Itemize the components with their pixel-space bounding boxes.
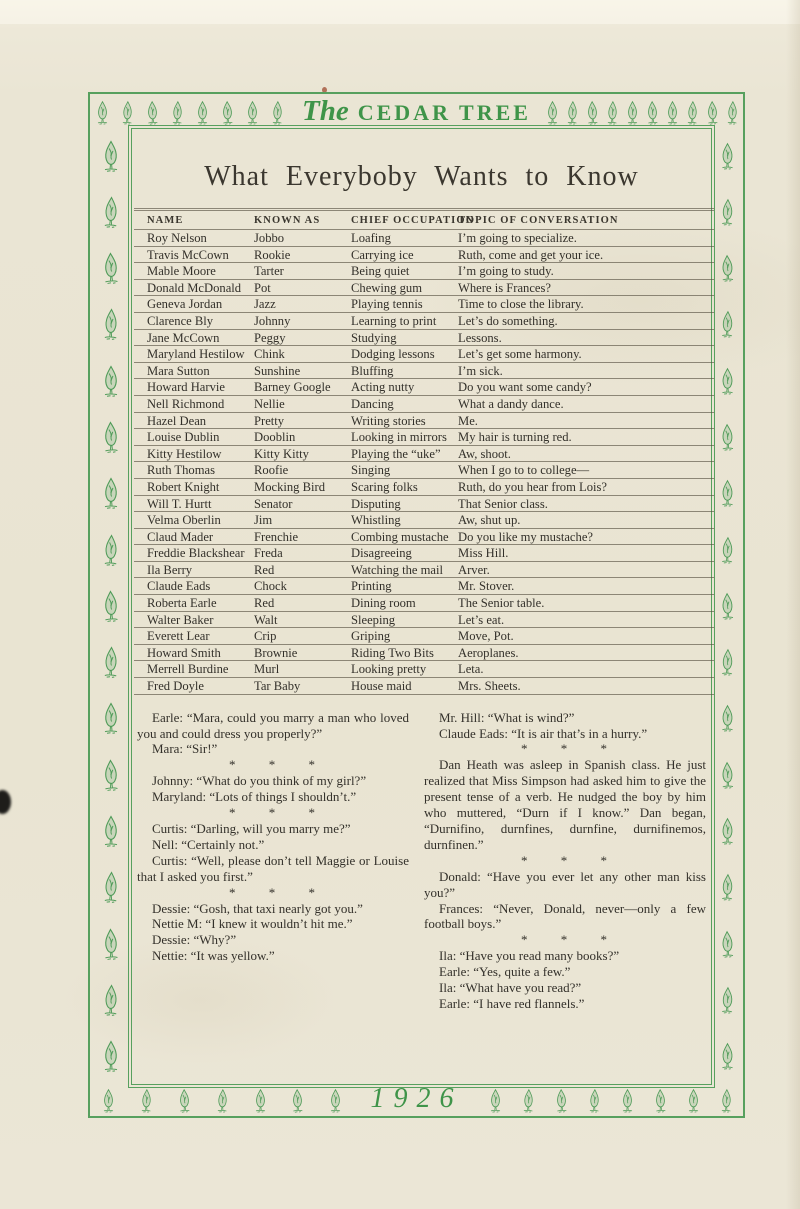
- table-cell: Geneva Jordan: [134, 296, 254, 313]
- table-cell: Let’s eat.: [458, 611, 714, 628]
- cedar-tree-icon: [101, 534, 121, 567]
- cedar-tree-icon: [101, 421, 121, 454]
- joke-paragraph: Mara: “Sir!”: [152, 741, 218, 757]
- table-cell: Merrell Burdine: [134, 661, 254, 678]
- cedar-tree-icon: [719, 930, 736, 959]
- table-row: [134, 429, 714, 446]
- table-cell: Dining room: [351, 595, 458, 612]
- cedar-tree-icon: [705, 100, 720, 126]
- table-row: [134, 395, 714, 412]
- cedar-tree-icon: [625, 100, 640, 126]
- table-row: [134, 678, 714, 695]
- cedar-tree-icon: [719, 873, 736, 902]
- footer-year: 1926: [370, 1082, 463, 1114]
- table-cell: When I go to to college—: [458, 462, 714, 479]
- table-row: [134, 528, 714, 545]
- cedar-tree-icon: [328, 1088, 343, 1114]
- cedar-tree-icon: [719, 310, 736, 339]
- table-cell: That Senior class.: [458, 495, 714, 512]
- table-cell: Frenchie: [254, 528, 351, 545]
- table-row: [134, 412, 714, 429]
- cedar-tree-icon: [101, 365, 121, 398]
- cedar-tree-icon: [101, 196, 121, 229]
- cedar-tree-icon: [488, 1088, 503, 1114]
- table-cell: Time to close the library.: [458, 296, 714, 313]
- table-cell: Ruth, do you hear from Lois?: [458, 478, 714, 495]
- column-header: TOPIC OF CONVERSATION: [458, 211, 714, 230]
- table-row: [134, 279, 714, 296]
- table-cell: Travis McCown: [134, 246, 254, 263]
- table-cell: Mocking Bird: [254, 478, 351, 495]
- table-cell: Roberta Earle: [134, 595, 254, 612]
- table-cell: Ruth Thomas: [134, 462, 254, 479]
- table-cell: Mable Moore: [134, 263, 254, 280]
- cedar-tree-icon: [101, 984, 121, 1017]
- asterisk-separator: * * *: [229, 884, 317, 900]
- cedar-tree-icon: [686, 1088, 701, 1114]
- table-cell: Looking pretty: [351, 661, 458, 678]
- table-cell: Clarence Bly: [134, 312, 254, 329]
- table-cell: Dancing: [351, 395, 458, 412]
- table-row: [134, 644, 714, 661]
- cedar-tree-icon: [565, 100, 580, 126]
- cedar-tree-icon: [685, 100, 700, 126]
- cedar-tree-icon: [145, 100, 160, 126]
- cedar-tree-icon: [215, 1088, 230, 1114]
- table-cell: Robert Knight: [134, 478, 254, 495]
- joke-paragraph: Nettie: “It was yellow.”: [152, 948, 275, 964]
- table-row: [134, 595, 714, 612]
- table-cell: Claude Eads: [134, 578, 254, 595]
- cedar-tree-icon: [719, 367, 736, 396]
- table-cell: Leta.: [458, 661, 714, 678]
- cedar-tree-icon: [101, 815, 121, 848]
- table-cell: Tar Baby: [254, 678, 351, 695]
- table-cell: Red: [254, 561, 351, 578]
- table-cell: Johnny: [254, 312, 351, 329]
- cedar-tree-icon: [719, 986, 736, 1015]
- table-cell: Do you like my mustache?: [458, 528, 714, 545]
- cedar-tree-icon: [719, 592, 736, 621]
- table-row: [134, 561, 714, 578]
- joke-paragraph: Dessie: “Gosh, that taxi nearly got you.”: [152, 900, 363, 916]
- table-cell: Watching the mail: [351, 561, 458, 578]
- table-row: [134, 478, 714, 495]
- cedar-tree-icon: [120, 100, 135, 126]
- ink-blot-artifact: [0, 790, 11, 814]
- table-cell: Nell Richmond: [134, 395, 254, 412]
- table-cell: Riding Two Bits: [351, 644, 458, 661]
- cedar-tree-icon: [101, 646, 121, 679]
- joke-paragraph: Maryland: “Lots of things I shouldn’t.”: [152, 789, 357, 805]
- table-row: [134, 462, 714, 479]
- table-cell: Kitty Kitty: [254, 445, 351, 462]
- table-cell: Jane McCown: [134, 329, 254, 346]
- table-cell: Do you want some candy?: [458, 379, 714, 396]
- table-cell: Chock: [254, 578, 351, 595]
- cedar-tree-icon: [719, 761, 736, 790]
- joke-paragraph: Johnny: “What do you think of my girl?”: [152, 773, 367, 789]
- table-cell: Murl: [254, 661, 351, 678]
- cedar-tree-icon: [290, 1088, 305, 1114]
- content-box: [131, 128, 712, 1085]
- cedar-tree-icon: [101, 477, 121, 510]
- decorative-border-frame: [88, 92, 745, 1118]
- asterisk-separator: * * *: [521, 932, 609, 948]
- tree-border-top-left: [90, 94, 290, 128]
- table-row: [134, 512, 714, 529]
- cedar-tree-icon: [605, 100, 620, 126]
- table-cell: Playing the “uke”: [351, 445, 458, 462]
- table-cell: Tarter: [254, 263, 351, 280]
- table-cell: Disagreeing: [351, 545, 458, 562]
- table-cell: Acting nutty: [351, 379, 458, 396]
- table-cell: Howard Smith: [134, 644, 254, 661]
- roster-head-row: [134, 211, 714, 230]
- masthead-band: [90, 94, 743, 128]
- cedar-tree-icon: [270, 100, 285, 126]
- cedar-tree-icon: [665, 100, 680, 126]
- table-cell: Lessons.: [458, 329, 714, 346]
- table-row: [134, 611, 714, 628]
- table-cell: Everett Lear: [134, 628, 254, 645]
- table-row: [134, 628, 714, 645]
- table-cell: Rookie: [254, 246, 351, 263]
- table-cell: Aw, shut up.: [458, 512, 714, 529]
- joke-paragraph: Donald: “Have you ever let any other man kiss you?”: [424, 868, 706, 900]
- joke-paragraph: Earle: “I have red flannels.”: [439, 995, 585, 1011]
- table-cell: Sleeping: [351, 611, 458, 628]
- table-cell: Ila Berry: [134, 561, 254, 578]
- cedar-tree-icon: [101, 759, 121, 792]
- table-row: [134, 312, 714, 329]
- table-cell: Nellie: [254, 395, 351, 412]
- table-row: [134, 445, 714, 462]
- cedar-tree-icon: [545, 100, 560, 126]
- table-cell: Will T. Hurtt: [134, 495, 254, 512]
- cedar-tree-icon: [554, 1088, 569, 1114]
- table-cell: Move, Pot.: [458, 628, 714, 645]
- page-title: What Everyboby Wants to Know: [204, 161, 639, 192]
- cedar-tree-icon: [585, 100, 600, 126]
- table-cell: Bluffing: [351, 362, 458, 379]
- asterisk-separator: * * *: [229, 805, 317, 821]
- cedar-tree-icon: [620, 1088, 635, 1114]
- table-cell: Crip: [254, 628, 351, 645]
- table-cell: Scaring folks: [351, 478, 458, 495]
- masthead: [290, 95, 543, 128]
- table-cell: Walt: [254, 611, 351, 628]
- cedar-tree-icon: [139, 1088, 154, 1114]
- table-cell: Mrs. Sheets.: [458, 678, 714, 695]
- table-cell: Where is Frances?: [458, 279, 714, 296]
- cedar-tree-icon: [101, 1088, 116, 1114]
- table-cell: I’m going to specialize.: [458, 230, 714, 247]
- table-cell: Being quiet: [351, 263, 458, 280]
- table-cell: Writing stories: [351, 412, 458, 429]
- table-cell: Jazz: [254, 296, 351, 313]
- table-cell: Aw, shoot.: [458, 445, 714, 462]
- table-row: [134, 362, 714, 379]
- cedar-tree-icon: [101, 702, 121, 735]
- scan-edge-shadow: [786, 0, 800, 1209]
- table-cell: Printing: [351, 578, 458, 595]
- jokes-section: [134, 710, 709, 1012]
- table-cell: Mr. Stover.: [458, 578, 714, 595]
- cedar-tree-icon: [719, 1042, 736, 1071]
- cedar-tree-icon: [177, 1088, 192, 1114]
- jokes-col-left: [137, 710, 409, 1012]
- cedar-tree-icon: [521, 1088, 536, 1114]
- cedar-tree-icon: [719, 648, 736, 677]
- table-cell: Jobbo: [254, 230, 351, 247]
- joke-paragraph: Mr. Hill: “What is wind?”: [439, 709, 575, 725]
- table-cell: Disputing: [351, 495, 458, 512]
- table-cell: Donald McDonald: [134, 279, 254, 296]
- table-row: [134, 296, 714, 313]
- joke-paragraph: Claude Eads: “It is air that’s in a hurry.”: [439, 725, 648, 741]
- table-cell: Miss Hill.: [458, 545, 714, 562]
- table-cell: Ruth, come and get your ice.: [458, 246, 714, 263]
- table-cell: Pot: [254, 279, 351, 296]
- table-cell: Freda: [254, 545, 351, 562]
- cedar-tree-icon: [719, 479, 736, 508]
- cedar-tree-icon: [719, 704, 736, 733]
- joke-paragraph: Dessie: “Why?”: [152, 932, 237, 948]
- table-cell: Let’s do something.: [458, 312, 714, 329]
- joke-paragraph: Dan Heath was asleep in Spanish class. He just realized that Miss Simpson had asked him to give the present tense of a verb. He nudged the boy by him who muttered, “Durn if I know.” Dan began, “Durnifino, durnfines, durnfine, durnifinemos, durnfinen.”: [424, 757, 706, 852]
- cedar-tree-icon: [170, 100, 185, 126]
- table-cell: Aeroplanes.: [458, 644, 714, 661]
- table-cell: Chink: [254, 346, 351, 363]
- table-cell: Red: [254, 595, 351, 612]
- table-cell: Fred Doyle: [134, 678, 254, 695]
- asterisk-separator: * * *: [521, 741, 609, 757]
- cedar-tree-icon: [645, 100, 660, 126]
- joke-paragraph: Curtis: “Darling, will you marry me?”: [152, 820, 351, 836]
- table-cell: Carrying ice: [351, 246, 458, 263]
- scan-edge-highlight: [0, 0, 800, 24]
- roster-table: [134, 211, 714, 695]
- table-cell: Studying: [351, 329, 458, 346]
- cedar-tree-icon: [101, 590, 121, 623]
- asterisk-separator: * * *: [229, 757, 317, 773]
- tree-border-right: [712, 128, 743, 1085]
- table-cell: Chewing gum: [351, 279, 458, 296]
- table-cell: Kitty Hestilow: [134, 445, 254, 462]
- table-row: [134, 379, 714, 396]
- table-cell: Learning to print: [351, 312, 458, 329]
- table-cell: Howard Harvie: [134, 379, 254, 396]
- cedar-tree-icon: [719, 423, 736, 452]
- table-row: [134, 246, 714, 263]
- tree-border-bottom-left: [90, 1085, 355, 1116]
- table-row: [134, 545, 714, 562]
- table-cell: Peggy: [254, 329, 351, 346]
- cedar-tree-icon: [220, 100, 235, 126]
- joke-paragraph: Nettie M: “I knew it wouldn’t hit me.”: [152, 916, 353, 932]
- table-cell: Senator: [254, 495, 351, 512]
- table-cell: Playing tennis: [351, 296, 458, 313]
- table-cell: Arver.: [458, 561, 714, 578]
- table-row: [134, 329, 714, 346]
- cedar-tree-icon: [253, 1088, 268, 1114]
- masthead-script-word: The: [302, 94, 349, 127]
- cedar-tree-icon: [101, 252, 121, 285]
- table-cell: Freddie Blackshear: [134, 545, 254, 562]
- table-cell: Mara Sutton: [134, 362, 254, 379]
- table-cell: Loafing: [351, 230, 458, 247]
- column-header: NAME: [134, 211, 254, 230]
- joke-paragraph: Earle: “Yes, quite a few.”: [439, 964, 571, 980]
- table-cell: Brownie: [254, 644, 351, 661]
- table-row: [134, 346, 714, 363]
- table-cell: Looking in mirrors: [351, 429, 458, 446]
- cedar-tree-icon: [101, 140, 121, 173]
- table-row: [134, 661, 714, 678]
- table-cell: Roofie: [254, 462, 351, 479]
- table-row: [134, 263, 714, 280]
- table-cell: Claud Mader: [134, 528, 254, 545]
- table-cell: Dodging lessons: [351, 346, 458, 363]
- table-row: [134, 230, 714, 247]
- cedar-tree-icon: [587, 1088, 602, 1114]
- jokes-col-right: [424, 710, 706, 1012]
- table-cell: House maid: [351, 678, 458, 695]
- table-cell: Singing: [351, 462, 458, 479]
- table-cell: I’m sick.: [458, 362, 714, 379]
- cedar-tree-icon: [101, 308, 121, 341]
- tree-border-left: [90, 128, 131, 1085]
- footer-band: [90, 1082, 743, 1116]
- table-cell: My hair is turning red.: [458, 429, 714, 446]
- table-cell: The Senior table.: [458, 595, 714, 612]
- table-cell: Whistling: [351, 512, 458, 529]
- cedar-tree-icon: [653, 1088, 668, 1114]
- cedar-tree-icon: [719, 198, 736, 227]
- tree-border-bottom-right: [479, 1085, 744, 1116]
- asterisk-separator: * * *: [521, 852, 609, 868]
- cedar-tree-icon: [95, 100, 110, 126]
- cedar-tree-icon: [101, 1040, 121, 1073]
- table-cell: Barney Google: [254, 379, 351, 396]
- table-cell: Walter Baker: [134, 611, 254, 628]
- cedar-tree-icon: [719, 1088, 734, 1114]
- joke-paragraph: Ila: “Have you read many books?”: [439, 948, 620, 964]
- tree-border-top-right: [543, 94, 743, 128]
- table-row: [134, 495, 714, 512]
- cedar-tree-icon: [245, 100, 260, 126]
- masthead-title: CEDAR TREE: [357, 99, 531, 125]
- cedar-tree-icon: [719, 817, 736, 846]
- table-cell: Me.: [458, 412, 714, 429]
- roster-table-wrap: [134, 208, 714, 695]
- column-header: KNOWN AS: [254, 211, 351, 230]
- roster-body: [134, 230, 714, 695]
- cedar-tree-icon: [719, 142, 736, 171]
- cedar-tree-icon: [195, 100, 210, 126]
- joke-paragraph: Nell: “Certainly not.”: [152, 836, 265, 852]
- table-cell: Let’s get some harmony.: [458, 346, 714, 363]
- table-cell: Hazel Dean: [134, 412, 254, 429]
- table-cell: Jim: [254, 512, 351, 529]
- joke-paragraph: Earle: “Mara, could you marry a man who loved you and could dress you properly?”: [137, 709, 409, 741]
- table-cell: What a dandy dance.: [458, 395, 714, 412]
- table-cell: I’m going to study.: [458, 263, 714, 280]
- table-cell: Velma Oberlin: [134, 512, 254, 529]
- column-header: CHIEF OCCUPATION: [351, 211, 458, 230]
- cedar-tree-icon: [101, 871, 121, 904]
- table-cell: Combing mustache: [351, 528, 458, 545]
- cedar-tree-icon: [719, 254, 736, 283]
- cedar-tree-icon: [725, 100, 740, 126]
- table-cell: Louise Dublin: [134, 429, 254, 446]
- cedar-tree-icon: [101, 928, 121, 961]
- table-cell: Griping: [351, 628, 458, 645]
- joke-paragraph: Curtis: “Well, please don’t tell Maggie or Louise that I asked you first.”: [137, 852, 409, 884]
- table-cell: Dooblin: [254, 429, 351, 446]
- table-cell: Roy Nelson: [134, 230, 254, 247]
- joke-paragraph: Ila: “What have you read?”: [439, 980, 582, 996]
- table-cell: Maryland Hestilow: [134, 346, 254, 363]
- cedar-tree-icon: [719, 536, 736, 565]
- table-cell: Sunshine: [254, 362, 351, 379]
- joke-paragraph: Frances: “Never, Donald, never—only a few football boys.”: [424, 900, 706, 932]
- table-row: [134, 578, 714, 595]
- table-cell: Pretty: [254, 412, 351, 429]
